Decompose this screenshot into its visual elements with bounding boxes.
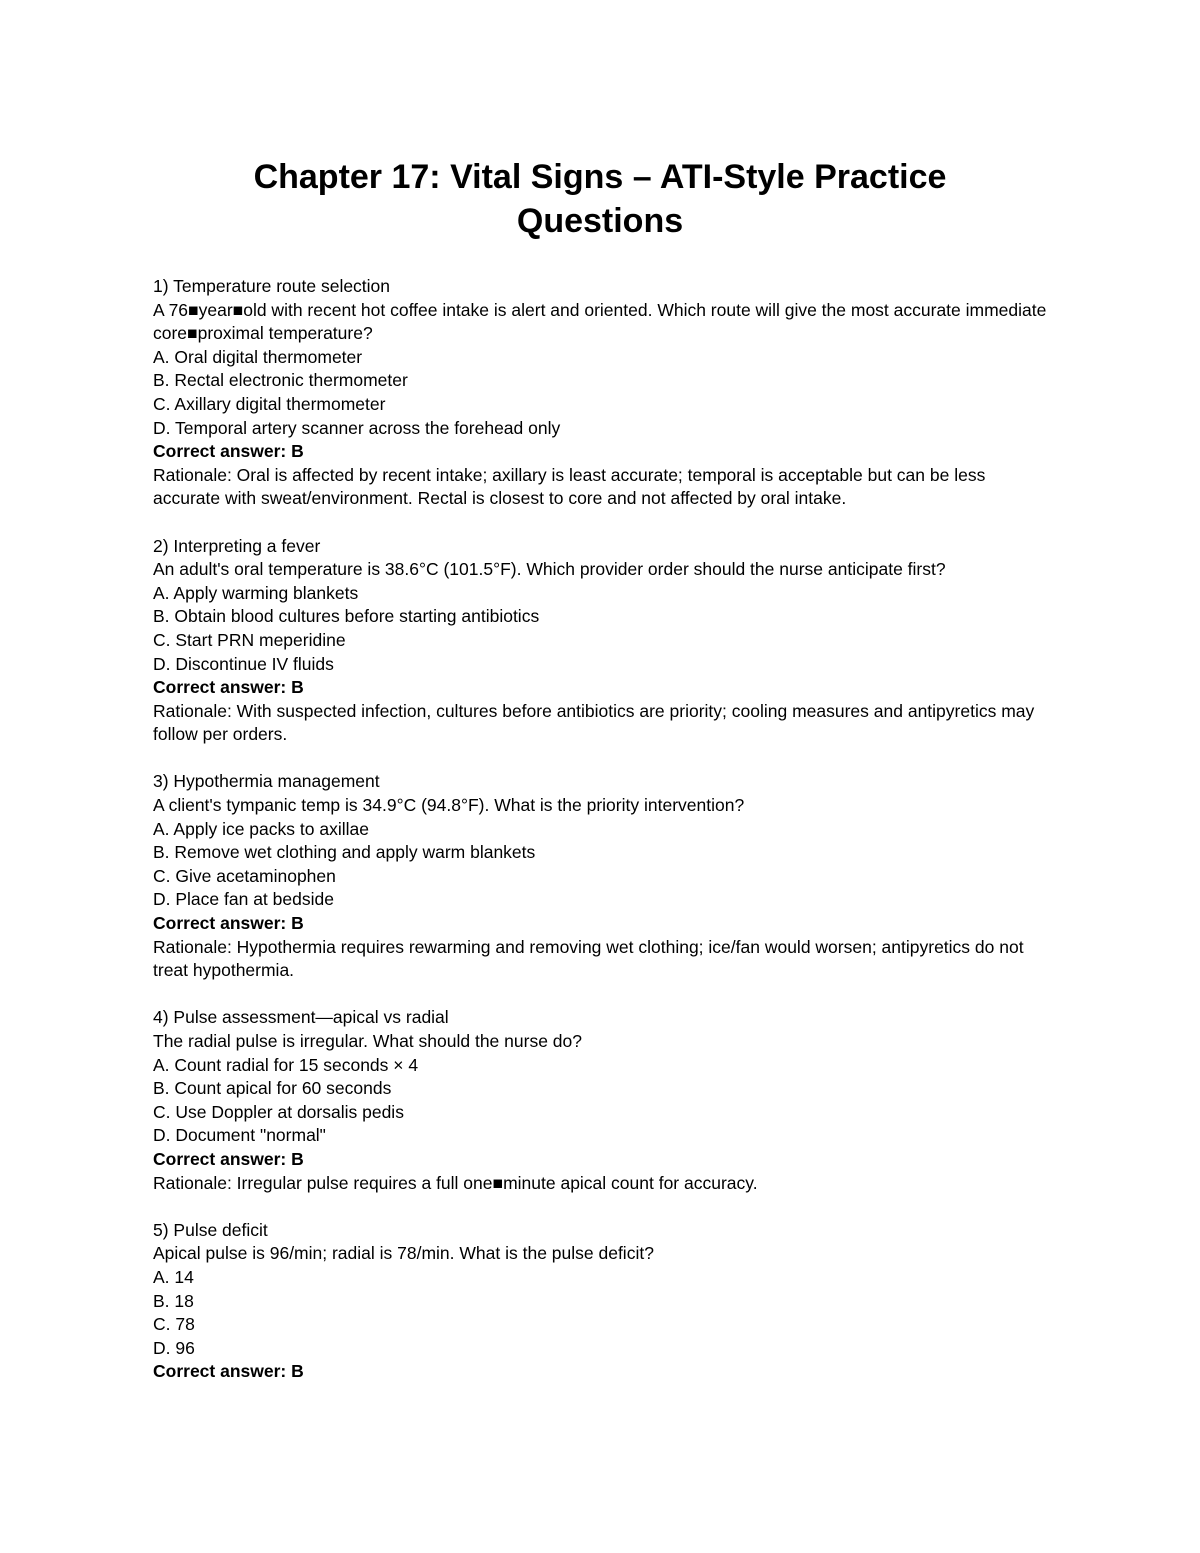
question-block-4 bbox=[153, 1006, 1053, 1195]
answer-option: C. Axillary digital thermometer bbox=[153, 393, 386, 414]
question-heading: 4) Pulse assessment—apical vs radial bbox=[153, 1007, 449, 1028]
question-block-5 bbox=[153, 1219, 1053, 1384]
answer-option: A. 14 bbox=[153, 1266, 194, 1287]
correct-answer: Correct answer: B bbox=[153, 677, 304, 698]
answer-option: D. Place fan at bedside bbox=[153, 889, 334, 910]
correct-answer: Correct answer: B bbox=[153, 1361, 304, 1382]
answer-option: D. Discontinue IV fluids bbox=[153, 653, 334, 674]
question-heading: 3) Hypothermia management bbox=[153, 771, 380, 792]
rationale-text: Rationale: Oral is affected by recent intake; axillary is least accurate; temporal is acceptable but can be less accurate with sweat/environment. Rectal is closest to core and not affected by oral intake. bbox=[153, 464, 986, 509]
question-block-1 bbox=[153, 275, 1053, 511]
page-title-line-2: Questions bbox=[516, 202, 684, 240]
answer-option: A. Oral digital thermometer bbox=[153, 346, 363, 367]
question-block-2 bbox=[153, 535, 1053, 747]
correct-answer: Correct answer: B bbox=[153, 1148, 304, 1169]
question-heading: 5) Pulse deficit bbox=[153, 1219, 268, 1240]
page-title bbox=[0, 155, 1200, 243]
answer-option: B. Rectal electronic thermometer bbox=[153, 370, 408, 391]
question-heading: 2) Interpreting a fever bbox=[153, 535, 321, 556]
answer-option: A. Apply ice packs to axillae bbox=[153, 818, 369, 839]
question-list bbox=[153, 275, 1053, 1384]
answer-option: D. 96 bbox=[153, 1337, 195, 1358]
rationale-text: Rationale: Irregular pulse requires a full one■minute apical count for accuracy. bbox=[153, 1172, 758, 1193]
answer-option: D. Document "normal" bbox=[153, 1125, 326, 1146]
question-stem: The radial pulse is irregular. What should the nurse do? bbox=[153, 1031, 582, 1051]
question-block-3 bbox=[153, 770, 1053, 982]
answer-option: C. Start PRN meperidine bbox=[153, 629, 346, 650]
page-title-line-1: Chapter 17: Vital Signs – ATI-Style Practice bbox=[253, 158, 947, 196]
correct-answer: Correct answer: B bbox=[153, 441, 304, 462]
question-stem: Apical pulse is 96/min; radial is 78/min. What is the pulse deficit? bbox=[153, 1243, 654, 1264]
answer-option: C. 78 bbox=[153, 1314, 195, 1335]
question-stem: A 76■year■old with recent hot coffee intake is alert and oriented. Which route will give the most accurate immediate core■proximal temperature? bbox=[153, 299, 1047, 344]
answer-option: B. Obtain blood cultures before starting antibiotics bbox=[153, 606, 540, 627]
answer-option: B. Count apical for 60 seconds bbox=[153, 1078, 392, 1099]
answer-option: B. 18 bbox=[153, 1290, 194, 1311]
correct-answer: Correct answer: B bbox=[153, 913, 304, 934]
answer-option: C. Give acetaminophen bbox=[153, 865, 336, 886]
rationale-text: Rationale: With suspected infection, cultures before antibiotics are priority; cooling measures and antipyretics may follow per orders. bbox=[153, 700, 1035, 745]
rationale-text: Rationale: Hypothermia requires rewarming and removing wet clothing; ice/fan would worsen; antipyretics do not treat hypothermia. bbox=[153, 936, 1024, 981]
answer-option: B. Remove wet clothing and apply warm blankets bbox=[153, 842, 536, 863]
answer-option: A. Count radial for 15 seconds × 4 bbox=[153, 1054, 419, 1075]
question-stem: A client's tympanic temp is 34.9°C (94.8°F). What is the priority intervention? bbox=[153, 795, 745, 816]
answer-option: C. Use Doppler at dorsalis pedis bbox=[153, 1101, 404, 1122]
question-stem: An adult's oral temperature is 38.6°C (101.5°F). Which provider order should the nurse anticipate first? bbox=[153, 559, 946, 580]
question-heading: 1) Temperature route selection bbox=[153, 276, 391, 296]
answer-option: D. Temporal artery scanner across the forehead only bbox=[153, 417, 561, 438]
answer-option: A. Apply warming blankets bbox=[153, 582, 359, 603]
